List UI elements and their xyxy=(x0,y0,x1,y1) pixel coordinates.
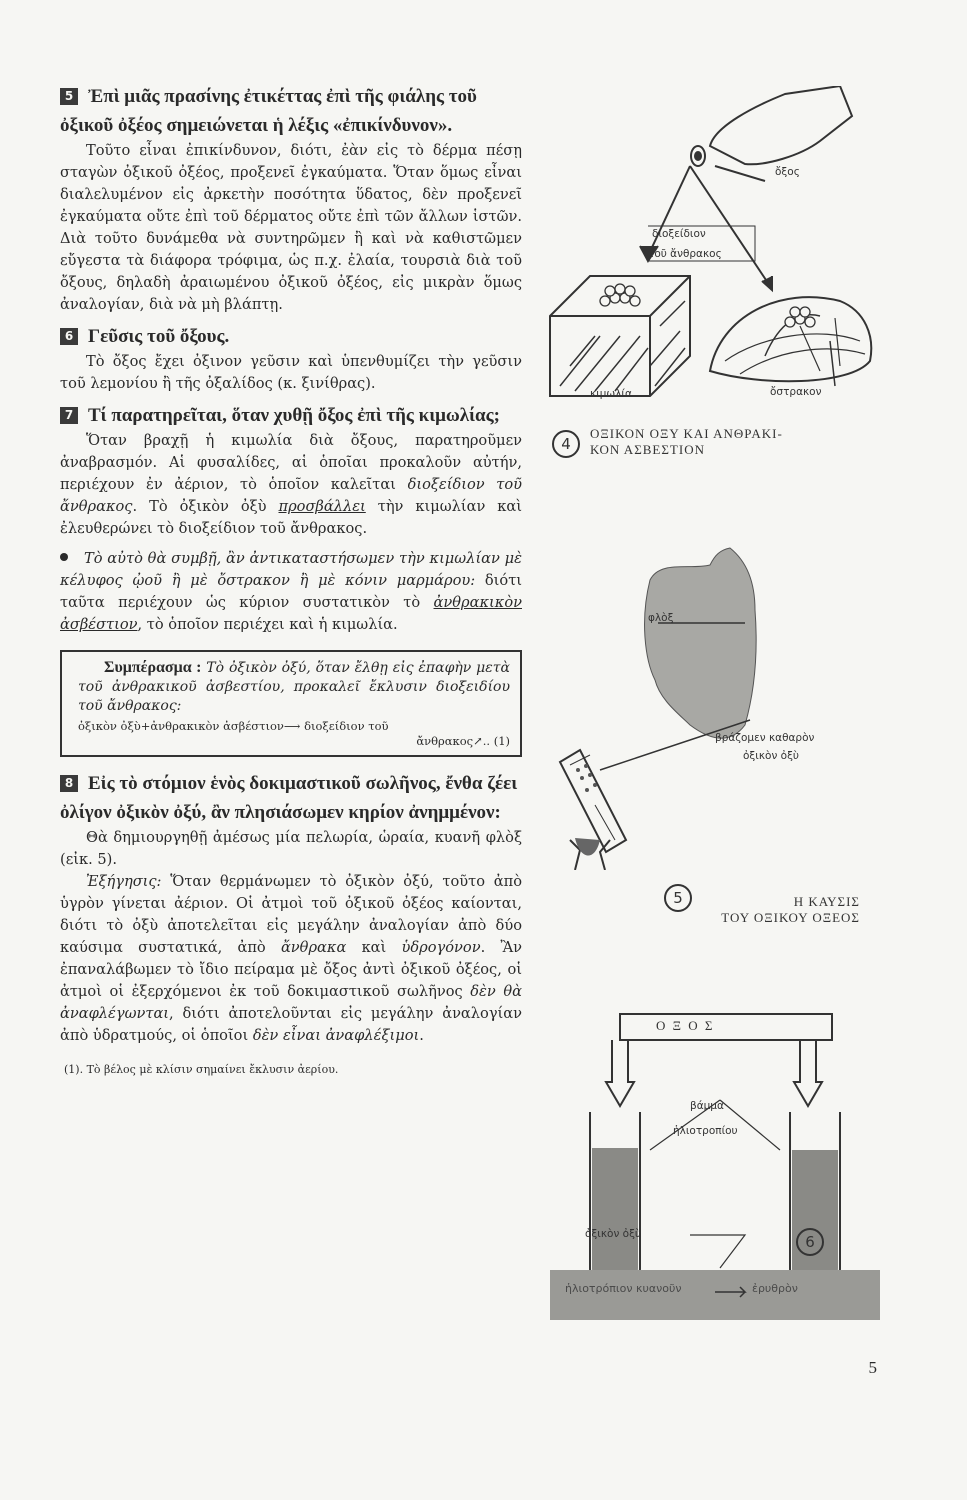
italic-text: Τὸ αὐτὸ θὰ συμβῇ, ἂν ἀντικαταστήσωμεν τὴν κιμωλίαν μὲ κέλυφος ᾠοῦ ἢ μὲ ὄστρακον ἢ μὲ κόνιν μαρμάρου: xyxy=(60,550,522,589)
label-co2: διοξείδιον xyxy=(652,228,706,240)
label-vinegar: ὄξος xyxy=(775,166,800,178)
text-run: . Ἂν ἐπαναλάβωμεν τὸ ἴδιο πείραμα μὲ ὄξος ἀντὶ ὀξικοῦ ὀξέος, οἱ ἀτμοὶ οἱ ἐξερχόμενοι ἐκ τοῦ δοκιμαστικοῦ σωλῆνος xyxy=(60,939,523,1000)
caption-line: ΤΟΥ ΟΞΙΚΟΥ ΟΞΕΟΣ xyxy=(721,910,860,925)
italic-term: ἄνθρακα xyxy=(280,939,347,956)
section-8-heading xyxy=(60,769,522,827)
section-7-heading xyxy=(60,401,522,430)
figure-6-number: 6 xyxy=(796,1228,824,1256)
figure-6-drawing xyxy=(540,1000,880,1330)
caption-line: ΚΟΝ ΑΣΒΕΣΤΙΟΝ xyxy=(590,442,705,457)
section-number: 6 xyxy=(60,328,78,345)
section-5-heading xyxy=(60,82,522,140)
italic-term: δὲν θὰ ἀναφλέγωνται xyxy=(60,983,522,1022)
conclusion-text xyxy=(78,658,510,716)
label-shell: ὄστρακον xyxy=(770,386,822,398)
text-run: , τὸ ὁποῖον περιέχει καὶ ἡ κιμωλία. xyxy=(137,616,398,633)
text-run: Ὅταν θερμάνωμεν τὸ ὀξικὸν ὀξύ, τοῦτο ἀπὸ ὑγρὸν γίνεται ἀέριον. Οἱ ἀτμοὶ τοῦ ὀξικοῦ ὀξέος καίονται, διότι τὸ ὀξὺ ἀποτελεῖται εἰς μεγάλην ἀναλογίαν ἀπὸ δύο καύσιμα συστατικά, ἀπὸ xyxy=(60,873,522,956)
italic-term: προσβάλλει xyxy=(278,498,366,515)
section-number: 8 xyxy=(60,775,78,792)
page-number: 5 xyxy=(868,1358,877,1377)
text-run: καὶ xyxy=(346,939,402,956)
footnote: (1). Τὸ βέλος μὲ κλίσιν σημαίνει ἔκλυσιν ἀερίου. xyxy=(64,1063,339,1076)
section-number: 7 xyxy=(60,407,78,424)
text-run: διότι ταῦτα περιέχουν ὡς κύριον συστατικὸν τὸ xyxy=(60,572,522,611)
text-run: . Τὸ ὀξικὸν ὀξὺ xyxy=(132,498,279,515)
section-title: Τί παρατηρεῖται, ὅταν χυθῇ ὄξος ἐπὶ τῆς κιμωλίας; xyxy=(88,405,500,426)
section-7-body xyxy=(60,430,522,540)
section-6-body: Τὸ ὄξος ἔχει ὀξινον γεῦσιν καὶ ὑπενθυμίζει τὴν γεῦσιν τοῦ λεμονίου ἢ τῆς ὀξαλίδος (κ. ξινίθρας). xyxy=(60,353,522,392)
section-6-heading xyxy=(60,322,522,351)
figure-5-caption xyxy=(670,894,860,926)
figure-4-number: 4 xyxy=(552,430,580,458)
label-co2: τοῦ ἄνθρακος xyxy=(648,248,722,260)
vinegar-box-label: Ο Ξ Ο Σ xyxy=(656,1018,715,1033)
label-chalk: κιμωλία xyxy=(590,388,632,400)
caption-line: Η ΚΑΥΣΙΣ xyxy=(793,894,860,909)
label-acetic: ὀξικὸν ὀξὺ xyxy=(585,1228,642,1240)
section-title: Ἐπὶ μιᾶς πρασίνης ἐτικέττας ἐπὶ τῆς φιάλης τοῦ ὀξικοῦ ὀξέος σημειώνεται ἡ λέξις «ἐπικίνδυνον». xyxy=(60,86,477,136)
section-7-bullet xyxy=(60,548,522,636)
italic-term: διοξείδιον τοῦ ἄνθρακος xyxy=(60,476,522,515)
text-run: , διότι ἀποτελοῦνται εἰς μεγάλην ἀναλογίαν ἀπὸ ὑδρατμούς, οἱ ὁποῖοι xyxy=(60,1005,522,1044)
conclusion-body: Τὸ ὀξικὸν ὀξύ, ὅταν ἔλθῃ εἰς ἐπαφὴν μετὰ τοῦ ἀνθρακικοῦ ἀσβεστίου, προκαλεῖ ἔκλυσιν διοξειδίου τοῦ ἄνθρακος: xyxy=(78,660,510,714)
label-boil: βράζομεν καθαρὸν xyxy=(715,732,815,744)
text-column xyxy=(60,82,522,1081)
text-run: Ὅταν βραχῇ ἡ κιμωλία διὰ ὄξους, παρατηροῦμεν ἀναβρασμόν. Αἱ φυσαλίδες, αἱ ὁποῖαι προκαλοῦν αὐτήν, περιέχουν ἐν ἀέριον, τὸ ὁποῖον καλεῖται xyxy=(60,432,522,493)
figure-5-number: 5 xyxy=(664,884,692,912)
conclusion-box xyxy=(60,650,522,757)
text-run: . xyxy=(419,1027,424,1044)
section-8-body: Θὰ δημιουργηθῇ ἀμέσως μία πελωρία, ὡραία, κυανῆ φλὸξ (εἰκ. 5). xyxy=(60,829,522,868)
bullet-icon xyxy=(60,553,68,561)
italic-term: δὲν εἶναι ἀναφλέξιμοι xyxy=(252,1027,420,1044)
italic-term: ὑδρογόνον xyxy=(401,939,481,956)
section-8-explanation xyxy=(60,871,522,1047)
explanation-label: Ἐξήγησις: xyxy=(86,873,162,890)
label-flame: φλὸξ xyxy=(648,612,674,624)
section-5-body: Τοῦτο εἶναι ἐπικίνδυνον, διότι, ἐὰν εἰς τὸ δέρμα πέσῃ σταγὼν ὀξικοῦ ὀξέος, προξενεῖ ἐγκαύματα. Ὅταν ὅμως εἶναι διαλελυμένον εἰς ἀρκετὴν ποσότητα ὕδατος, δὲν προξενεῖ ἐγκαύματα οὔτε ἐπὶ τοῦ δέρματος οὔτε ἐπὶ τῶν ἄλλων ἱστῶν. Διὰ τοῦτο δυνάμεθα νὰ συντηρῶμεν ἢ καὶ νὰ καθιστῶμεν εὔγεστα τὰ διάφορα τρόφιμα, ὡς π.χ. ἐλαία, τουρσιὰ διὰ τοῦ ὄξους, δηλαδὴ ἀραιωμένου ὀξικοῦ ὀξέος, εἰς μικρὰν ὅμως ἀναλογίαν, διὰ νὰ μὴ βλάπτῃ. xyxy=(60,142,522,313)
section-number: 5 xyxy=(60,88,78,105)
section-title: Γεῦσις τοῦ ὄξους. xyxy=(88,326,230,347)
label-litmus: ἡλιοτροπίου xyxy=(673,1125,738,1137)
caption-line: ΟΞΙΚΟΝ ΟΞΥ ΚΑΙ ΑΝΘΡΑΚΙ- xyxy=(590,426,783,441)
italic-term: ἀνθρακικὸν ἀσβέστιον xyxy=(60,594,522,633)
section-title: Εἰς τὸ στόμιον ἑνὸς δοκιμαστικοῦ σωλῆνος, ἔνθα ζέει ὀλίγον ὀξικὸν ὀξύ, ἂν πλησιάσωμεν κηρίον ἀνημμένον: xyxy=(60,773,518,823)
figure-4-caption xyxy=(590,426,783,458)
label-litmus: βάμμα xyxy=(690,1100,724,1112)
bar-label-blue: ἡλιοτρόπιον κυανοῦν xyxy=(565,1282,682,1295)
text-run: τὴν κιμωλίαν καὶ ἐλευθερώνει τὸ διοξείδιον τοῦ ἄνθρακος. xyxy=(60,498,522,537)
figure-5-drawing xyxy=(540,540,880,870)
label-boil: ὀξικὸν ὀξὺ xyxy=(743,750,800,762)
conclusion-title: Συμπέρασμα : xyxy=(104,659,202,676)
equation-line: ἄνθρακος↗.. (1) xyxy=(416,734,510,748)
bar-label-red: ἐρυθρὸν xyxy=(752,1282,798,1295)
equation-line: ὀξικὸν ὀξὺ+ἀνθρακικὸν ἀσβέστιον⟶ διοξείδιον τοῦ xyxy=(78,719,389,733)
